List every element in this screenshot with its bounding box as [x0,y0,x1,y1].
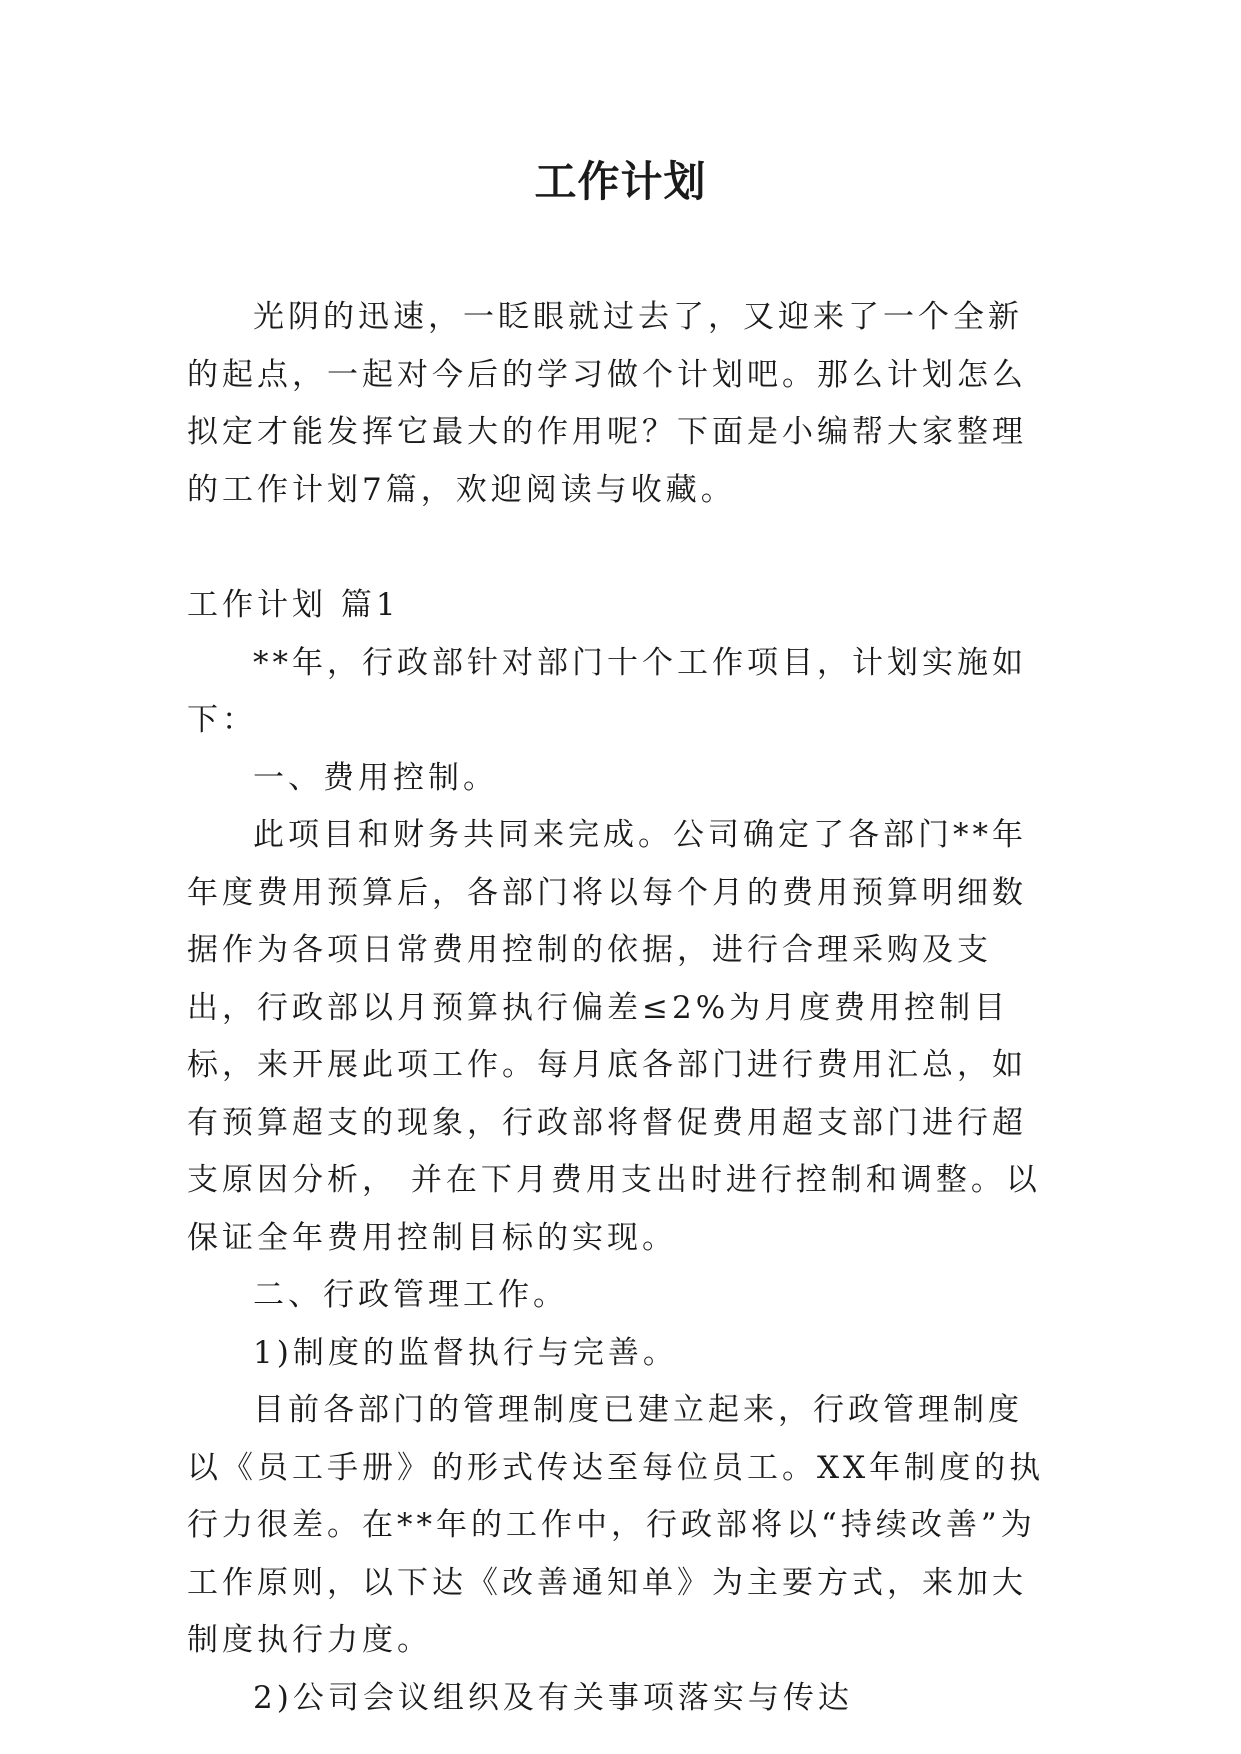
document-body [187,577,1057,1727]
body-paragraph: 此项目和财务共同来完成。公司确定了各部门**年年度费用预算后，各部门将以每个月的费用预算明细数据作为各项日常费用控制的依据，进行合理采购及支出，行政部以月预算执行偏差≤2%为月度费用控制目标，来开展此项工作。每月底各部门进行费用汇总，如有预算超支的现象，行政部将督促费用超支部门进行超支原因分析， 并在下月费用支出时进行控制和调整。以保证全年费用控制目标的实现。 [187,817,1041,1256]
intro-text: 光阴的迅速，一眨眼就过去了，又迎来了一个全新的起点，一起对今后的学习做个计划吧。那么计划怎么拟定才能发挥它最大的作用呢？下面是小编帮大家整理的工作计划7篇，欢迎阅读与收藏。 [187,299,1027,508]
intro-paragraph [187,289,1057,519]
section-heading: 工作计划 篇1 [187,587,400,623]
document-title: 工作计划 [534,157,707,206]
body-paragraph: 一、费用控制。 [253,759,498,796]
body-paragraph: 2)公司会议组织及有关事项落实与传达 [253,1679,853,1716]
body-paragraph: 二、行政管理工作。 [253,1277,568,1313]
body-paragraph: 目前各部门的管理制度已建立起来，行政管理制度以《员工手册》的形式传达至每位员工。XX年制度的执行力很差。在**年的工作中，行政部将以“持续改善”为工作原则，以下达《改善通知单》为主要方式，来加大制度执行力度。 [187,1392,1045,1658]
body-paragraph: **年，行政部针对部门十个工作项目，计划实施如下： [187,644,1027,738]
body-paragraph: 1)制度的监督执行与完善。 [253,1334,678,1371]
